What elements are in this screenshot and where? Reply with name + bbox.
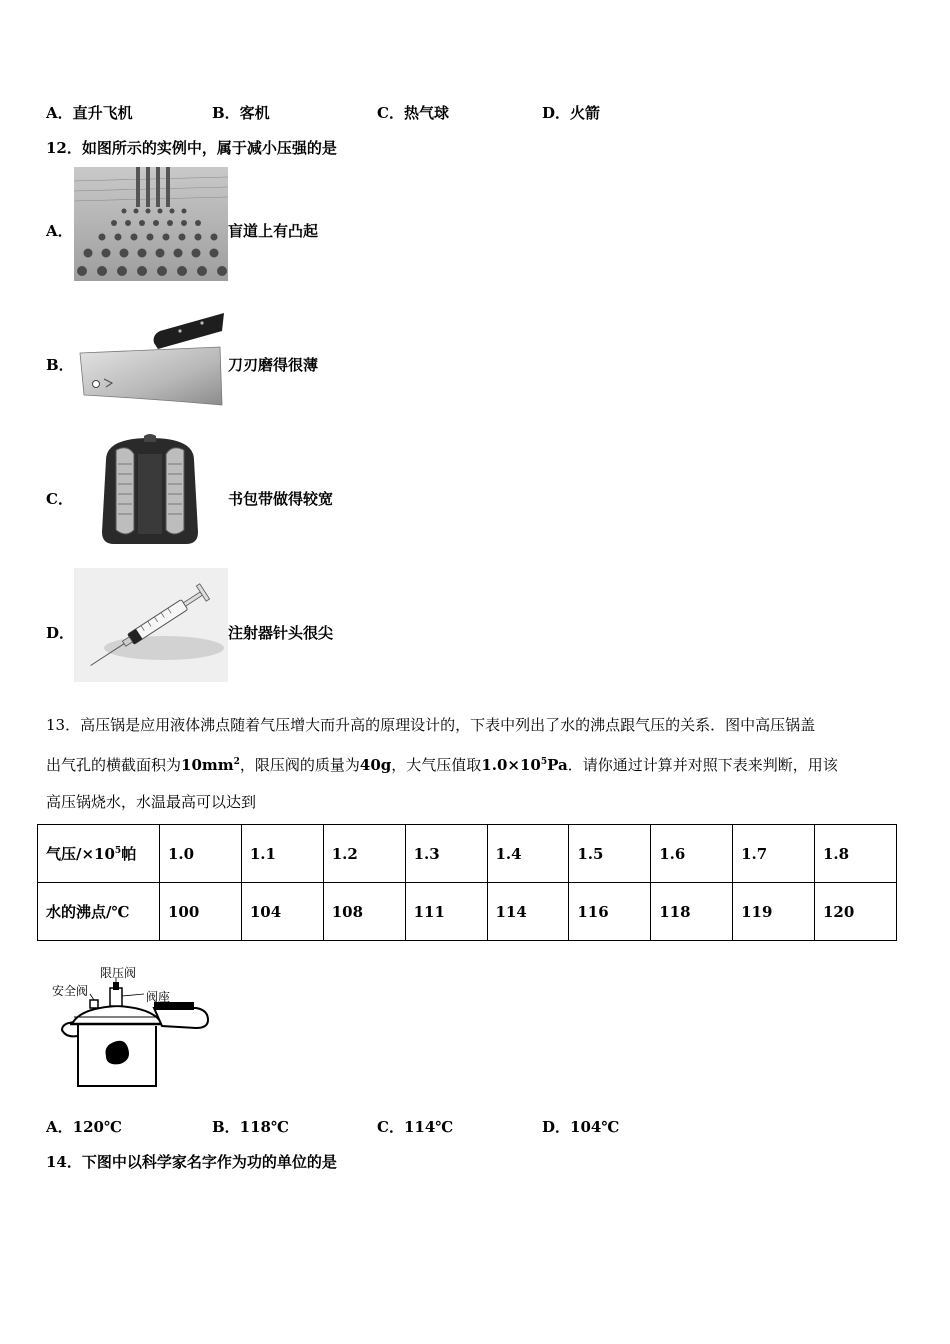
table-cell: 120 xyxy=(815,883,897,941)
table-cell: 119 xyxy=(733,883,815,941)
q13-line-1: 13．高压锅是应用液体沸点随着气压增大而升高的原理设计的，下表中列出了水的沸点跟气压的关系．图中高压锅盖 xyxy=(46,716,816,734)
q13-area-exponent: 2 xyxy=(233,757,240,767)
q13-text-atm-intro: ，大气压值取 xyxy=(391,756,482,774)
q12-item-b-caption: 刀刃磨得很薄 xyxy=(228,356,319,374)
limit-valve-label: 限压阀 xyxy=(100,966,137,980)
q13-option-d: D．104℃ xyxy=(542,1118,620,1136)
tactile-paving-image xyxy=(74,167,228,281)
q13-option-b: B．118℃ xyxy=(212,1118,289,1136)
valve-seat-label: 阀座 xyxy=(146,990,171,1004)
table-cell: 1.5 xyxy=(569,825,651,883)
safety-valve-label: 安全阀 xyxy=(52,984,89,998)
table-row xyxy=(38,883,897,941)
table-cell: 1.6 xyxy=(651,825,733,883)
q13-atm-exponent: 5 xyxy=(540,757,548,767)
pressure-boiling-table xyxy=(37,824,897,941)
q12-item-d-caption: 注射器针头很尖 xyxy=(228,624,334,642)
q12-item-b-letter: B． xyxy=(46,356,74,374)
q11-option-d: D．火箭 xyxy=(542,104,601,122)
row-head-pressure xyxy=(38,825,160,883)
table-cell: 116 xyxy=(569,883,651,941)
q13-atm-value: 1.0×10 xyxy=(481,756,541,774)
table-cell: 111 xyxy=(405,883,487,941)
table-cell: 100 xyxy=(160,883,242,941)
q12-item-c-caption: 书包带做得较宽 xyxy=(228,490,334,508)
table-row xyxy=(38,825,897,883)
syringe-image xyxy=(74,568,228,682)
table-cell: 118 xyxy=(651,883,733,941)
table-cell: 1.0 xyxy=(160,825,242,883)
table-cell: 1.3 xyxy=(405,825,487,883)
table-cell: 114 xyxy=(487,883,569,941)
q13-option-a: A．120℃ xyxy=(46,1118,122,1136)
q13-atm-unit: Pa xyxy=(547,756,568,774)
pressure-cooker-figure xyxy=(50,964,220,1094)
q13-text-mass-intro: ，限压阀的质量为 xyxy=(239,756,360,774)
q13-option-c: C．114℃ xyxy=(377,1118,454,1136)
q11-option-a: A．直升飞机 xyxy=(46,104,133,122)
q12-item-d-letter: D． xyxy=(46,624,75,642)
q13-stem xyxy=(46,707,906,821)
q14-stem: 14．下图中以科学家名字作为功的单位的是 xyxy=(46,1153,337,1171)
q13-line-3: 高压锅烧水，水温最高可以达到 xyxy=(46,793,257,811)
q12-item-a-caption: 盲道上有凸起 xyxy=(228,222,319,240)
q12-stem: 12．如图所示的实例中，属于减小压强的是 xyxy=(46,139,337,157)
table-cell: 108 xyxy=(323,883,405,941)
q13-mass-value: 40g xyxy=(359,756,392,774)
table-cell: 1.8 xyxy=(815,825,897,883)
row-head-pressure-exp: 5 xyxy=(114,846,122,856)
row-head-boiling: 水的沸点/℃ xyxy=(38,883,160,941)
q13-line-2 xyxy=(46,744,906,784)
q13-text-instruction: ．请你通过计算并对照下表来判断，用该 xyxy=(567,756,838,774)
q13-text-area-intro: 出气孔的横截面积为 xyxy=(46,756,182,774)
q13-area-value: 10mm xyxy=(181,756,234,774)
row-head-pressure-unit: 帕 xyxy=(121,845,137,863)
q12-item-a-letter: A． xyxy=(46,222,73,240)
table-cell: 1.4 xyxy=(487,825,569,883)
q11-option-c: C．热气球 xyxy=(377,104,449,122)
table-cell: 104 xyxy=(241,883,323,941)
table-cell: 1.1 xyxy=(241,825,323,883)
q12-item-c-letter: C． xyxy=(46,490,73,508)
table-cell: 1.2 xyxy=(323,825,405,883)
cleaver-image xyxy=(74,307,228,407)
table-cell: 1.7 xyxy=(733,825,815,883)
row-head-pressure-text: 气压/×10 xyxy=(46,845,115,863)
backpack-image xyxy=(94,434,206,548)
q11-option-b: B．客机 xyxy=(212,104,270,122)
